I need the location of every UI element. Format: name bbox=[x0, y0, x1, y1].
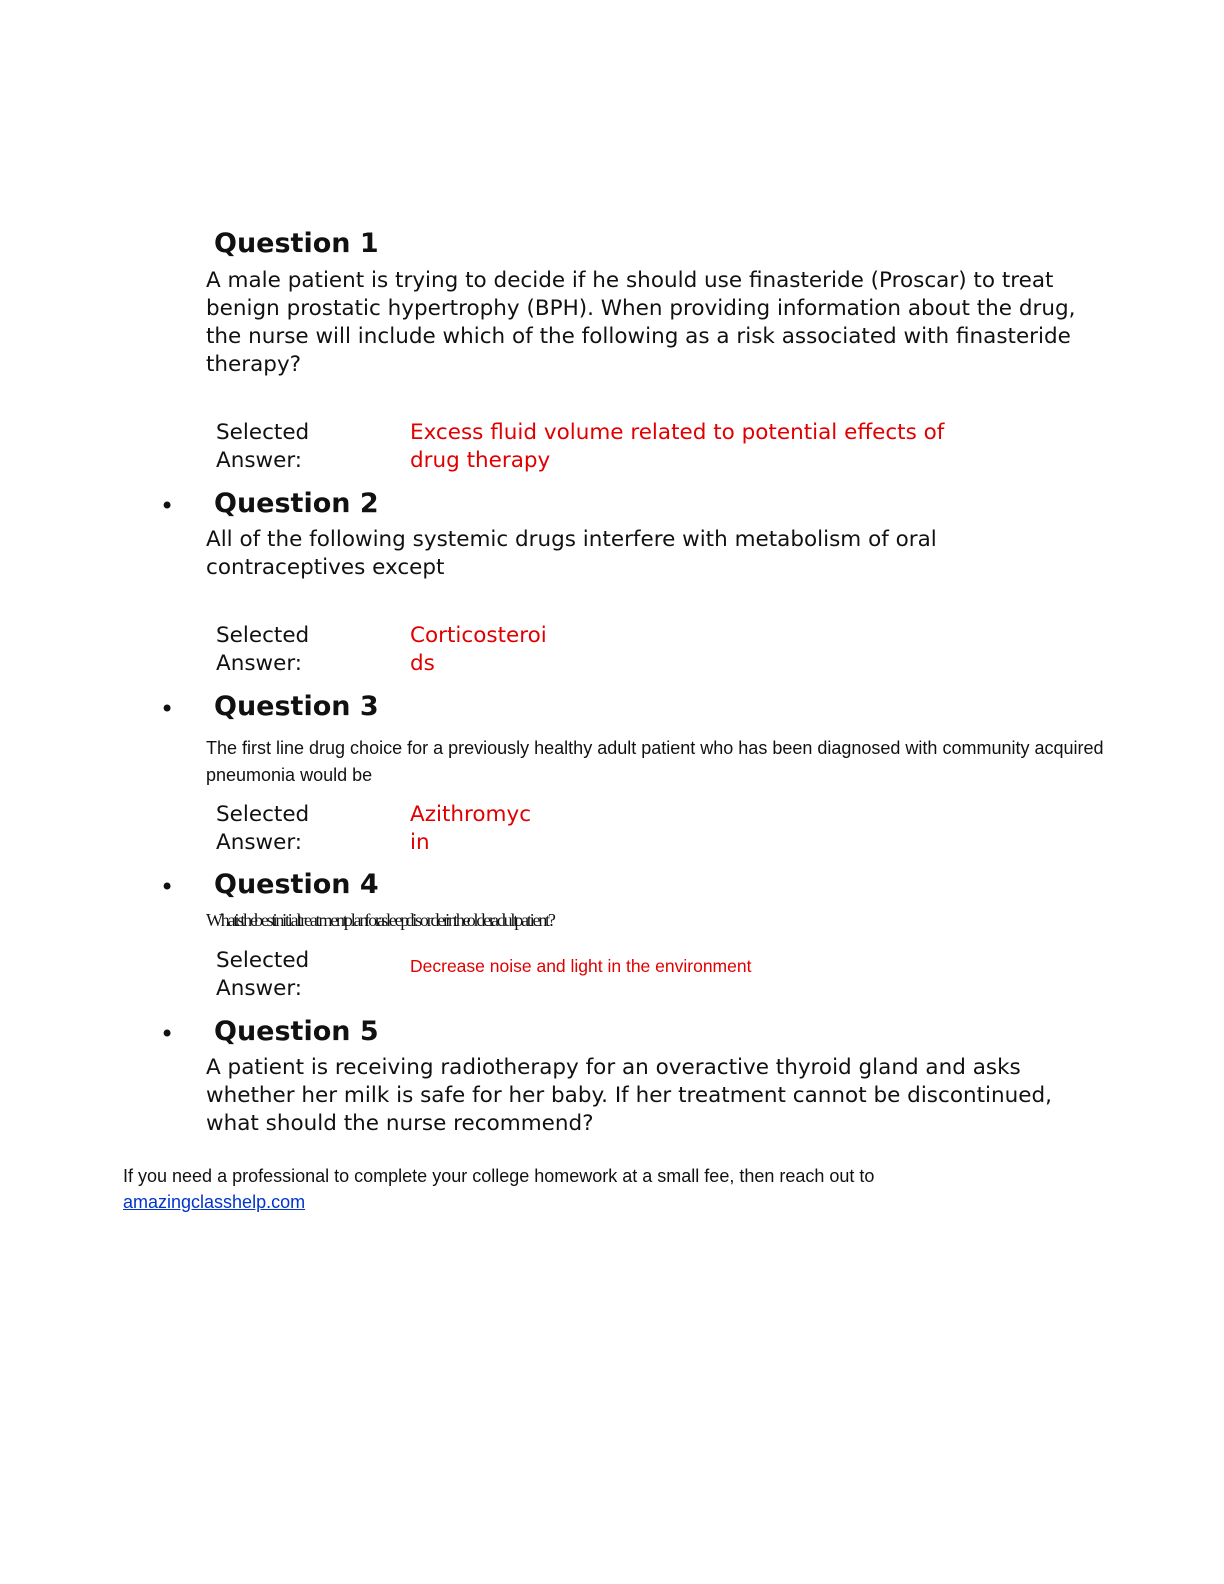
selected-answer-label: Selected Answer: bbox=[216, 420, 310, 473]
selected-answer-value: Corticosteroi ds bbox=[410, 623, 547, 676]
question-text: What is the best initial treatment plan for a sleep disorder in the older adult patient? bbox=[206, 910, 554, 930]
question-heading: Question 1 bbox=[214, 228, 379, 259]
selected-answer-label: Selected Answer: bbox=[216, 948, 310, 1001]
question-heading: Question 4 bbox=[214, 869, 379, 900]
question-text: A patient is receiving radiotherapy for an overactive thyroid gland and asks whether her milk is safe for her baby. If her treatment cannot be discontinued, what should the nurse recommend? bbox=[206, 1055, 1052, 1136]
bullet-icon: • bbox=[160, 873, 175, 901]
selected-answer-value: Azithromyc in bbox=[410, 802, 532, 855]
question-heading: Question 2 bbox=[214, 488, 379, 519]
selected-answer-value: Decrease noise and light in the environment bbox=[410, 956, 752, 976]
selected-answer-label: Selected Answer: bbox=[216, 623, 310, 676]
selected-answer-label: Selected Answer: bbox=[216, 802, 310, 855]
question-heading: Question 5 bbox=[214, 1016, 379, 1047]
footer-link[interactable]: amazingclasshelp.com bbox=[123, 1192, 306, 1212]
bullet-icon: • bbox=[160, 695, 175, 723]
footer-text: If you need a professional to complete your college homework at a small fee, then reach out to bbox=[123, 1166, 875, 1186]
question-text: The first line drug choice for a previously healthy adult patient who has been diagnosed with community acquired pneumonia would be bbox=[206, 738, 1104, 785]
question-text: A male patient is trying to decide if he should use finasteride (Proscar) to treat benign prostatic hypertrophy (BPH). When providing information about the drug, the nurse will include which of the following as a risk associated with finasteride therapy? bbox=[206, 268, 1076, 377]
question-heading: Question 3 bbox=[214, 691, 379, 722]
footer-note bbox=[123, 1163, 1123, 1215]
question-text: All of the following systemic drugs interfere with metabolism of oral contraceptives except bbox=[206, 527, 937, 580]
bullet-icon: • bbox=[160, 492, 175, 520]
selected-answer-value: Excess fluid volume related to potential effects of drug therapy bbox=[410, 420, 945, 473]
bullet-icon: • bbox=[160, 1020, 175, 1048]
